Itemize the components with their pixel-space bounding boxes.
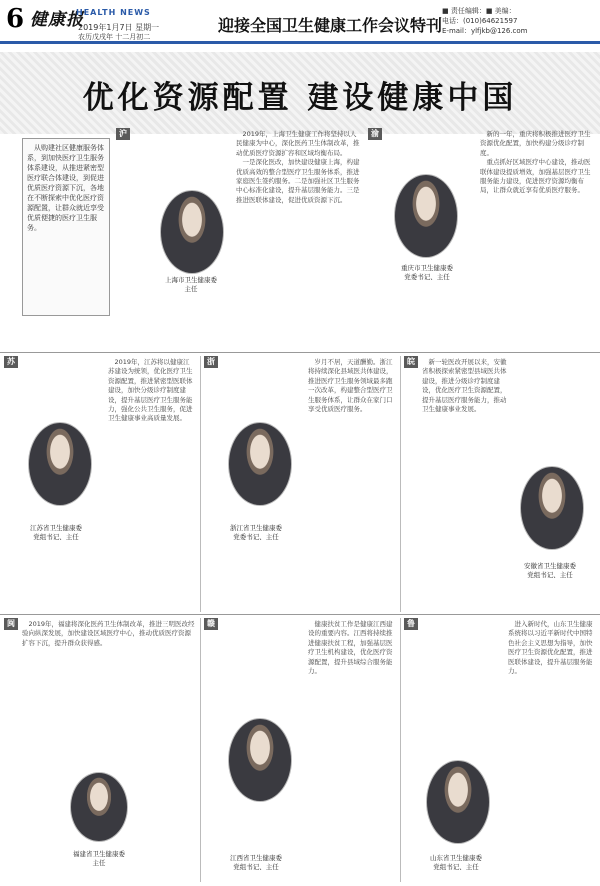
section-divider: [0, 352, 600, 353]
panel-anhui: [404, 356, 596, 612]
editor-line: ■ 责任编辑：■ 美编：: [442, 7, 516, 15]
photo-caption: [206, 524, 306, 542]
special-issue-title: 迎接全国卫生健康工作会议特刊: [218, 16, 443, 35]
region-tag: 渝: [368, 128, 382, 140]
official-photo: [228, 718, 292, 802]
lunar-date: 农历戊戌年 十二月初二: [78, 33, 151, 41]
page-number: 6: [6, 4, 25, 34]
intro-text: 从购建社区健康服务体系，到加快医疗卫生服务体系建设，从推进紧密型医疗联合体建设，到促进优质医疗资源下沉，各地在不断探索中优化医疗资源配置，让群众就近享受优质便捷的医疗卫生服务。: [27, 144, 104, 232]
article-text: 健康扶贫工作是健康江西建设的重要内容。江西将持续推进健康扶贫工程，加强基层医疗卫生机构建设，优化医疗资源配置，提升县域综合服务能力。: [308, 620, 393, 676]
section-divider: [0, 614, 600, 615]
headline-title: 优化资源配置 建设健康中国: [82, 80, 518, 116]
phone-line: 电话：(010)64621597: [442, 17, 518, 25]
article-column: [422, 358, 510, 610]
article-column: [308, 358, 396, 610]
column-divider: [400, 356, 401, 612]
article-column: [308, 620, 396, 880]
region-tag: 闽: [4, 618, 18, 630]
caption-org: 安徽省卫生健康委: [524, 562, 576, 570]
photo-caption: [504, 562, 596, 580]
photo-caption: [204, 854, 308, 872]
panel-zhejiang: [204, 356, 398, 612]
official-photo: [70, 772, 128, 842]
caption-org: 重庆市卫生健康委: [401, 264, 453, 272]
issue-date: 2019年1月7日 星期一: [78, 23, 160, 32]
caption-title: 党委书记、主任: [404, 273, 450, 281]
panel-shandong: [404, 618, 596, 882]
caption-org: 山东省卫生健康委: [430, 854, 482, 862]
article-text: 2019年，江苏将以健康江苏建设为统领，优化医疗卫生资源配置，推进紧密型医联体建设，加快分级诊疗制度建设，提升基层医疗卫生服务能力，强化公共卫生服务，促进卫生健康事业高质量发展。: [108, 358, 193, 423]
region-tag: 浙: [204, 356, 218, 368]
caption-title: 党组书记、主任: [527, 571, 573, 579]
panel-jiangsu: [4, 356, 198, 612]
official-photo: [160, 190, 224, 274]
column-divider: [200, 618, 201, 882]
caption-title: 主任: [184, 285, 198, 293]
photo-caption: [136, 276, 246, 294]
official-photo: [426, 760, 490, 844]
photo-caption: [44, 850, 154, 868]
panel-shanghai: [116, 128, 364, 348]
email-line: E-mail：ylfjkb@126.com: [442, 27, 528, 35]
caption-org: 福建省卫生健康委: [73, 850, 125, 858]
masthead-logo: 健康报: [30, 10, 84, 30]
article-text: 岁月不居，天道酬勤。浙江将持续深化县域医共体建设，推进医疗卫生服务领域最多跑一次改革，构建整合型医疗卫生服务体系，让群众在家门口享受优质医疗服务。: [308, 358, 393, 414]
official-photo: [228, 422, 292, 506]
region-tag: 苏: [4, 356, 18, 368]
column-divider: [400, 618, 401, 882]
article-text: 进入新时代，山东卫生健康系统将以习近平新时代中国特色社会主义思想为指导，加快医疗卫生资源优化配置，推进医联体建设，提升基层服务能力。: [508, 620, 593, 676]
caption-org: 浙江省卫生健康委: [230, 524, 282, 532]
page-header: [0, 0, 600, 44]
article-column: [236, 130, 362, 346]
article-column: [108, 358, 196, 610]
official-photo: [28, 422, 92, 506]
photo-caption: [372, 264, 482, 282]
editor-info: [442, 6, 527, 36]
photo-caption: [404, 854, 508, 872]
region-tag: 赣: [204, 618, 218, 630]
article-text: 新一轮医改开展以来，安徽省积极探索紧密型县域医共体建设，推进分级诊疗制度建设，优化医疗卫生资源配置，提升基层医疗服务能力，推动卫生健康事业发展。: [422, 358, 507, 414]
article-text: 重点抓好区域医疗中心建设，推动医联体建设提质增效，加强基层医疗卫生服务能力建设，促进医疗资源均衡布局，让群众就近享有优质医疗服务。: [480, 158, 591, 195]
panel-fujian: [4, 618, 198, 882]
article-column: [480, 130, 594, 346]
article-column: [22, 620, 196, 766]
caption-title: 党组书记、主任: [33, 533, 79, 541]
headline-banner: [0, 52, 600, 134]
article-text: 新的一年，重庆将积极推进医疗卫生资源优化配置，加快构建分级诊疗制度。: [480, 130, 591, 157]
official-photo: [394, 174, 458, 258]
article-text: 一是深化医改，加快建设健康上海，构建优质高效的整合型医疗卫生服务体系，推进家庭医生签约服务。二是加强社区卫生服务中心标准化建设，提升基层服务能力。三是推进医联体建设，促进优质资源下沉。: [236, 158, 360, 204]
caption-org: 江苏省卫生健康委: [30, 524, 82, 532]
article-text: 2019年，上海卫生健康工作将坚持以人民健康为中心，深化医药卫生体制改革，推动优质医疗资源扩容和区域均衡布局。: [236, 130, 360, 157]
panel-jiangxi: [204, 618, 398, 882]
caption-title: 主任: [92, 859, 106, 867]
caption-org: 江西省卫生健康委: [230, 854, 282, 862]
article-column: [508, 620, 594, 880]
official-photo: [520, 466, 584, 550]
caption-org: 上海市卫生健康委: [165, 276, 217, 284]
panel-chongqing: [368, 128, 596, 348]
region-tag: 鲁: [404, 618, 418, 630]
caption-title: 党组书记、主任: [233, 863, 279, 871]
column-divider: [200, 356, 201, 612]
intro-box: [22, 138, 110, 316]
region-tag: 皖: [404, 356, 418, 368]
region-tag: 沪: [116, 128, 130, 140]
caption-title: 党委书记、主任: [233, 533, 279, 541]
photo-caption: [6, 524, 106, 542]
section-badge: HEALTH NEWS: [76, 8, 151, 17]
caption-title: 党组书记、主任: [433, 863, 479, 871]
article-text: 2019年，福建将深化医药卫生体制改革，推进三明医改经验向纵深发展，加快建设区域医疗中心，推动优质医疗资源扩容下沉，提升群众获得感。: [22, 620, 195, 647]
